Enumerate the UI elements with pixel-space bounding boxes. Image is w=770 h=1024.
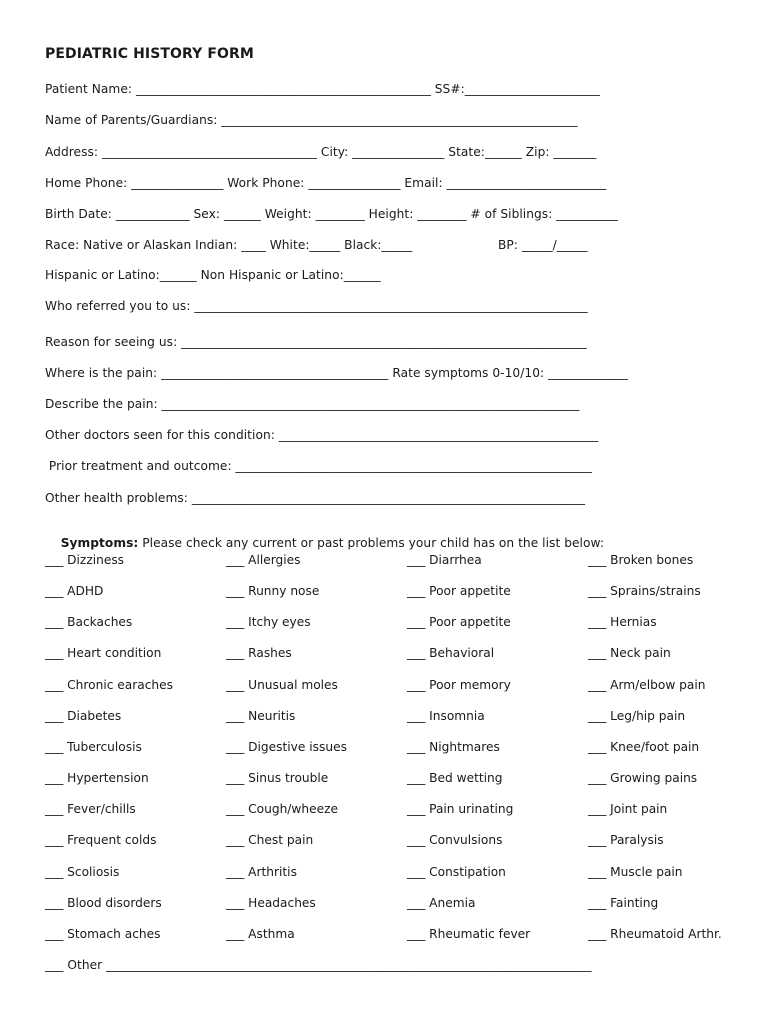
symptom-checkbox-item[interactable]: ___ Itchy eyes — [226, 615, 311, 630]
symptom-checkbox-item[interactable]: ___ Anemia — [407, 895, 476, 910]
symptom-checkbox-item[interactable]: ___ Behavioral — [407, 646, 495, 661]
symptom-checkbox-item[interactable]: ___ Poor memory — [407, 677, 511, 692]
symptom-checkbox-item[interactable]: ___ Leg/hip pain — [588, 708, 686, 723]
bp-field[interactable]: BP: _____/_____ — [498, 238, 588, 252]
symptom-checkbox-item[interactable]: ___ Broken bones — [588, 553, 694, 567]
symptom-checkbox-item[interactable]: ___ Tuberculosis — [45, 739, 142, 754]
other-symptom-field[interactable]: ___ Other _______________________________________________________________________________ — [45, 958, 592, 972]
symptom-checkbox-item[interactable]: ___ Paralysis — [588, 833, 664, 848]
symptom-checkbox-item[interactable]: ___ Stomach aches — [45, 926, 161, 941]
symptom-checkbox-item[interactable]: ___ Nightmares — [407, 739, 500, 754]
symptom-checkbox-item[interactable]: ___ Convulsions — [407, 833, 503, 848]
symptom-checkbox-item[interactable]: ___ Blood disorders — [45, 895, 162, 910]
symptom-checkbox-item[interactable]: ___ Unusual moles — [226, 677, 338, 692]
symptom-checkbox-item[interactable]: ___ Heart condition — [45, 646, 162, 661]
address-field[interactable]: Address: ___________________________________ City: _______________ State:______ Zip: _______ — [45, 145, 597, 159]
phones-field[interactable]: Home Phone: _______________ Work Phone: _______________ Email: __________________________ — [45, 176, 607, 190]
birth-field[interactable]: Birth Date: ____________ Sex: ______ Weight: ________ Height: ________ # of Siblings: __________ — [45, 207, 618, 221]
prior-treatment-field[interactable]: Prior treatment and outcome: __________________________________________________________ — [45, 459, 592, 473]
symptom-checkbox-item[interactable]: ___ Poor appetite — [407, 615, 511, 630]
symptom-checkbox-item[interactable]: ___ Hypertension — [45, 771, 149, 786]
symptom-checkbox-item[interactable]: ___ Poor appetite — [407, 584, 511, 599]
symptom-checkbox-item[interactable]: ___ Arthritis — [226, 864, 297, 879]
parents-field[interactable]: Name of Parents/Guardians: __________________________________________________________ — [45, 113, 578, 127]
symptom-checkbox-item[interactable]: ___ Rheumatoid Arthr. — [588, 926, 722, 941]
symptoms-label: Symptoms: — [60, 536, 139, 550]
symptoms-instruction: Please check any current or past problems your child has on the list below: — [138, 536, 604, 550]
symptom-checkbox-item[interactable]: ___ Insomnia — [407, 708, 485, 723]
symptom-checkbox-item[interactable]: ___ Sprains/strains — [588, 584, 701, 599]
symptom-checkbox-item[interactable]: ___ Frequent colds — [45, 833, 157, 848]
symptom-checkbox-item[interactable]: ___ Arm/elbow pain — [588, 677, 706, 692]
symptom-checkbox-item[interactable]: ___ Diarrhea — [407, 553, 482, 567]
symptom-checkbox-item[interactable]: ___ Headaches — [226, 895, 316, 910]
symptom-checkbox-item[interactable]: ___ Rheumatic fever — [407, 926, 531, 941]
symptom-checkbox-item[interactable]: ___ Bed wetting — [407, 771, 503, 786]
symptom-checkbox-item[interactable]: ___ Fever/chills — [45, 802, 136, 817]
symptom-checkbox-item[interactable]: ___ Pain urinating — [407, 802, 514, 817]
symptom-checkbox-item[interactable]: ___ Cough/wheeze — [226, 802, 338, 817]
symptom-checkbox-item[interactable]: ___ Digestive issues — [226, 739, 347, 754]
symptom-checkbox-item[interactable]: ___ Neuritis — [226, 708, 296, 723]
hispanic-field[interactable]: Hispanic or Latino:______ Non Hispanic or Latino:______ — [45, 268, 381, 282]
reason-field[interactable]: Reason for seeing us: __________________________________________________________________ — [45, 335, 587, 349]
symptom-checkbox-item[interactable]: ___ Backaches — [45, 615, 133, 630]
symptom-checkbox-item[interactable]: ___ Muscle pain — [588, 864, 683, 879]
symptom-checkbox-item[interactable]: ___ Chronic earaches — [45, 677, 173, 692]
symptom-checkbox-item[interactable]: ___ Chest pain — [226, 833, 314, 848]
symptom-checkbox-item[interactable]: ___ Neck pain — [588, 646, 671, 661]
symptom-checkbox-item[interactable]: ___ Scoliosis — [45, 864, 120, 879]
pain-location-field[interactable]: Where is the pain: _____________________________________ Rate symptoms 0-10/10: _____________ — [45, 366, 628, 380]
symptom-checkbox-item[interactable]: ___ Hernias — [588, 615, 657, 630]
symptoms-header — [45, 522, 604, 564]
symptom-checkbox-item[interactable]: ___ Joint pain — [588, 802, 668, 817]
symptom-checkbox-item[interactable]: ___ Rashes — [226, 646, 292, 661]
form-title: PEDIATRIC HISTORY FORM — [45, 46, 254, 62]
other-health-field[interactable]: Other health problems: ________________________________________________________________ — [45, 491, 586, 505]
patient-name-field[interactable]: Patient Name: ________________________________________________ SS#:______________________ — [45, 82, 600, 96]
race-field[interactable]: Race: Native or Alaskan Indian: ____ White:_____ Black:_____ — [45, 238, 413, 252]
symptom-checkbox-item[interactable]: ___ Asthma — [226, 926, 295, 941]
symptom-checkbox-item[interactable]: ___ Fainting — [588, 895, 659, 910]
pain-description-field[interactable]: Describe the pain: ____________________________________________________________________ — [45, 397, 580, 411]
symptom-checkbox-item[interactable]: ___ Sinus trouble — [226, 771, 329, 786]
symptom-checkbox-item[interactable]: ___ Dizziness — [45, 553, 125, 567]
symptom-checkbox-item[interactable]: ___ Constipation — [407, 864, 506, 879]
symptom-checkbox-item[interactable]: ___ Runny nose — [226, 584, 320, 599]
referred-field[interactable]: Who referred you to us: ________________________________________________________________ — [45, 299, 588, 313]
symptom-checkbox-item[interactable]: ___ ADHD — [45, 584, 104, 599]
symptom-checkbox-item[interactable]: ___ Growing pains — [588, 771, 698, 786]
other-doctors-field[interactable]: Other doctors seen for this condition: ____________________________________________________ — [45, 428, 599, 442]
symptom-checkbox-item[interactable]: ___ Diabetes — [45, 708, 122, 723]
symptom-checkbox-item[interactable]: ___ Knee/foot pain — [588, 739, 700, 754]
symptom-checkbox-item[interactable]: ___ Allergies — [226, 553, 301, 567]
